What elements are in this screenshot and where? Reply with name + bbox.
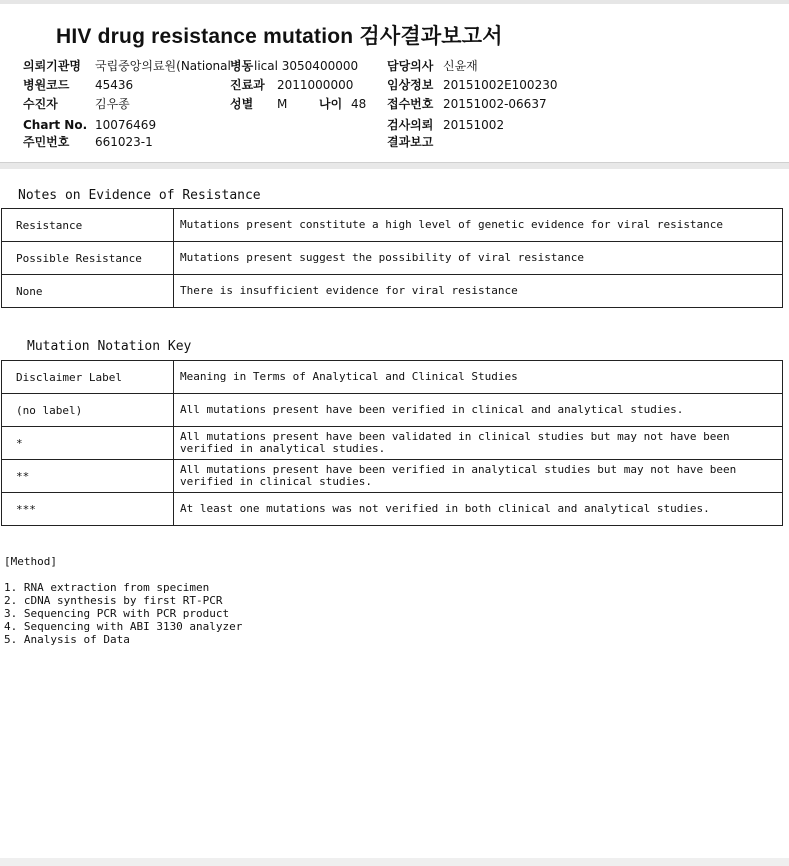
report-title: HIV drug resistance mutation 검사결과보고서: [56, 25, 503, 48]
row-label: **: [2, 460, 174, 493]
row-description: All mutations present have been verified in clinical and analytical studies.: [174, 394, 783, 427]
table-row: [2, 427, 783, 460]
report-label: 결과보고: [387, 135, 434, 149]
request-label: 검사의뢰: [387, 118, 434, 132]
table-row: [2, 209, 783, 242]
row-description: At least one mutations was not verified in both clinical and analytical studies.: [174, 493, 783, 526]
request-value: 20151002: [443, 118, 505, 132]
dept-value: 2011000000: [277, 78, 354, 92]
rrn-label: 주민번호: [23, 135, 70, 149]
row-label: Resistance: [2, 209, 174, 242]
doctor-value: 신윤재: [443, 59, 478, 73]
hospital-code-value: 45436: [95, 78, 134, 92]
row-description: Meaning in Terms of Analytical and Clinical Studies: [174, 361, 783, 394]
row-description: All mutations present have been verified in analytical studies but may not have been verified in clinical studies.: [174, 460, 783, 493]
clinical-info-label: 임상정보: [387, 78, 434, 92]
chart-no-value: 10076469: [95, 118, 157, 132]
institution-label: 의뢰기관명: [23, 59, 81, 73]
rrn-value: 661023-1: [95, 135, 153, 149]
section-divider: [0, 162, 789, 169]
notation-key-heading: Mutation Notation Key: [27, 339, 192, 354]
method-heading: [Method]: [4, 555, 57, 568]
receipt-value: 20151002-06637: [443, 97, 547, 111]
method-step: 4. Sequencing with ABI 3130 analyzer: [4, 620, 243, 633]
resistance-notes-table: [1, 208, 783, 308]
chart-no-label: Chart No.: [23, 118, 88, 132]
examinee-label: 수진자: [23, 97, 58, 111]
age-value: 48: [351, 97, 367, 111]
row-description: There is insufficient evidence for viral resistance: [174, 275, 783, 308]
notation-key-table: [1, 360, 783, 526]
table-row: [2, 493, 783, 526]
institution-value: 국립중앙의료원(National: [95, 59, 231, 73]
table-row: [2, 460, 783, 493]
age-label: 나이: [319, 97, 343, 111]
row-label: (no label): [2, 394, 174, 427]
bottom-border: [0, 858, 789, 866]
table-row: [2, 275, 783, 308]
row-label: Disclaimer Label: [2, 361, 174, 394]
method-step: 3. Sequencing PCR with PCR product: [4, 607, 230, 620]
ward-value: lical 3050400000: [254, 59, 359, 73]
hospital-code-label: 병원코드: [23, 78, 70, 92]
sex-value: M: [277, 97, 288, 111]
sex-label: 성별: [230, 97, 254, 111]
receipt-label: 접수번호: [387, 97, 434, 111]
examinee-value: 김우종: [95, 97, 130, 111]
ward-label: 병동: [230, 59, 254, 73]
dept-label: 진료과: [230, 78, 265, 92]
method-step: 2. cDNA synthesis by first RT-PCR: [4, 594, 223, 607]
table-row: [2, 361, 783, 394]
table-row: [2, 242, 783, 275]
resistance-notes-heading: Notes on Evidence of Resistance: [18, 188, 261, 203]
method-step: 1. RNA extraction from specimen: [4, 581, 210, 594]
row-label: Possible Resistance: [2, 242, 174, 275]
row-label: *: [2, 427, 174, 460]
row-label: None: [2, 275, 174, 308]
row-description: All mutations present have been validated in clinical studies but may not have been verified in analytical studies.: [174, 427, 783, 460]
method-step: 5. Analysis of Data: [4, 633, 130, 646]
row-label: ***: [2, 493, 174, 526]
method-steps: [4, 581, 242, 646]
doctor-label: 담당의사: [387, 59, 434, 73]
table-row: [2, 394, 783, 427]
clinical-info-value: 20151002E100230: [443, 78, 558, 92]
row-description: Mutations present suggest the possibility of viral resistance: [174, 242, 783, 275]
top-border: [0, 0, 789, 4]
row-description: Mutations present constitute a high level of genetic evidence for viral resistance: [174, 209, 783, 242]
